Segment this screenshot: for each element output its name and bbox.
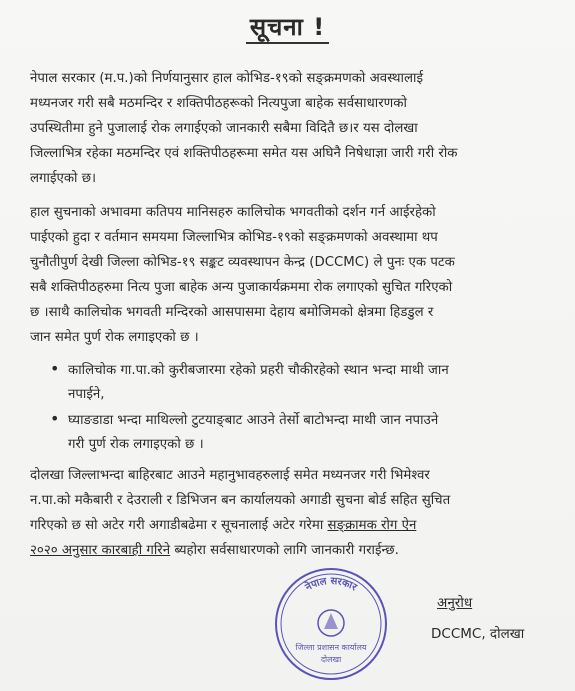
bullet-1-line-1: कालिचोक गा.पा.को कुरीबजारमा रहेको प्रहरी चौकीरहेको स्थान भन्दा माथी जान — [68, 363, 449, 378]
paragraph-2-line-2: पाईएको हुदा र वर्तमान समयमा जिल्लाभित्र कोभिड-१९को सङ्क्रमणको अवस्थामा थप — [30, 230, 438, 245]
paragraph-2-line-6: जान समेत पुर्ण रोक लगाइएको छ । — [30, 330, 199, 345]
stamp-text-bottom: दोलखा — [320, 655, 342, 664]
stamp-text-middle: जिल्ला प्रशासन कार्यालय — [295, 643, 367, 652]
official-stamp — [272, 565, 390, 683]
action-reference-underlined: २०२० अनुसार कारबाही गरिने — [30, 543, 171, 558]
bullet-2-line-2: गरी पुर्ण रोक लगाइएको छ । — [68, 437, 204, 452]
paragraph-2-line-1: हाल सुचनाको अभावमा कतिपय मानिसहरु कालिचोक भगवतीको दर्शन गर्न आईरहेको — [30, 205, 436, 220]
paragraph-1-line-5: लगाईएको छ। — [30, 171, 97, 186]
bullet-1-line-2: नपाईने, — [68, 387, 105, 402]
bullet-marker: • — [50, 359, 60, 378]
paragraph-2-line-3: चुनौतीपुर्ण देखी जिल्ला कोभिड-१९ सङ्कट व्यवस्थापन केन्द्र (DCCMC) ले पुनः एक पटक — [30, 255, 455, 270]
signature-block: DCCMC, दोलखा — [431, 626, 525, 642]
paragraph-1-line-2: मध्यनजर गरी सबै मठमन्दिर र शक्तिपीठहरूको नित्यपुजा बाहेक सर्वसाधारणको — [30, 96, 407, 111]
paragraph-1-line-3: उपस्थितीमा हुने पुजालाई रोक लगाईएको जानकारी सबैमा विदितै छ।र यस दोलखा — [30, 121, 418, 136]
paragraph-3-line-2: न.पा.को मकैबारी र देउराली र डिभिजन बन कार्यालयको अगाडी सुचना बोर्ड सहित सुचित — [30, 493, 451, 508]
bullet-2-line-1: घ्याङडाडा भन्दा माथिल्लो टुटयाङ्बाट आउने तेर्सो बाटोभन्दा माथी जान नपाउने — [68, 413, 439, 428]
paragraph-3-line-1: दोलखा जिल्लाभन्दा बाहिरबाट आउने महानुभावहरुलाई समेत मध्यनजर गरी भिमेश्वर — [30, 468, 430, 483]
paragraph-3-line-3: गरिएको छ सो अटेर गरी अगाडीबढेमा र सूचनालाई अटेर गरेमा सङ्क्रामक रोग ऐन — [30, 518, 417, 533]
paragraph-2-line-5: छ ।साथै कालिचोक भगवती मन्दिरको आसपासमा देहाय बमोजिमको क्षेत्रमा हिडडुल र — [30, 305, 434, 320]
notice-title: सूचना ! — [0, 10, 575, 43]
paragraph-3-line-4: २०२० अनुसार कारबाही गरिने ब्यहोरा सर्वसाधारणको लागि जानकारी गराईन्छ. — [30, 543, 399, 558]
law-reference-underlined: सङ्क्रामक रोग ऐन — [327, 518, 417, 533]
emblem-icon — [318, 610, 344, 636]
paragraph-2-line-4: सबै शक्तिपीठहरुमा नित्य पुजा बाहेक अन्य पुजाकार्यक्रममा रोक लगाएको सुचित गरिएको — [30, 280, 453, 295]
bullet-marker: • — [50, 409, 60, 428]
stamp-text-top: नेपाल सरकार — [303, 575, 359, 594]
request-label: अनुरोध — [437, 595, 473, 611]
paragraph-1-line-1: नेपाल सरकार (म.प.)को निर्णयानुसार हाल कोभिड-१९को सङ्क्रमणको अवस्थालाई — [30, 71, 423, 86]
paragraph-1-line-4: जिल्लाभित्र रहेका मठमन्दिर एवं शक्तिपीठहरूमा समेत यस अघिनै निषेधाज्ञा जारी गरी रोक — [30, 146, 458, 161]
